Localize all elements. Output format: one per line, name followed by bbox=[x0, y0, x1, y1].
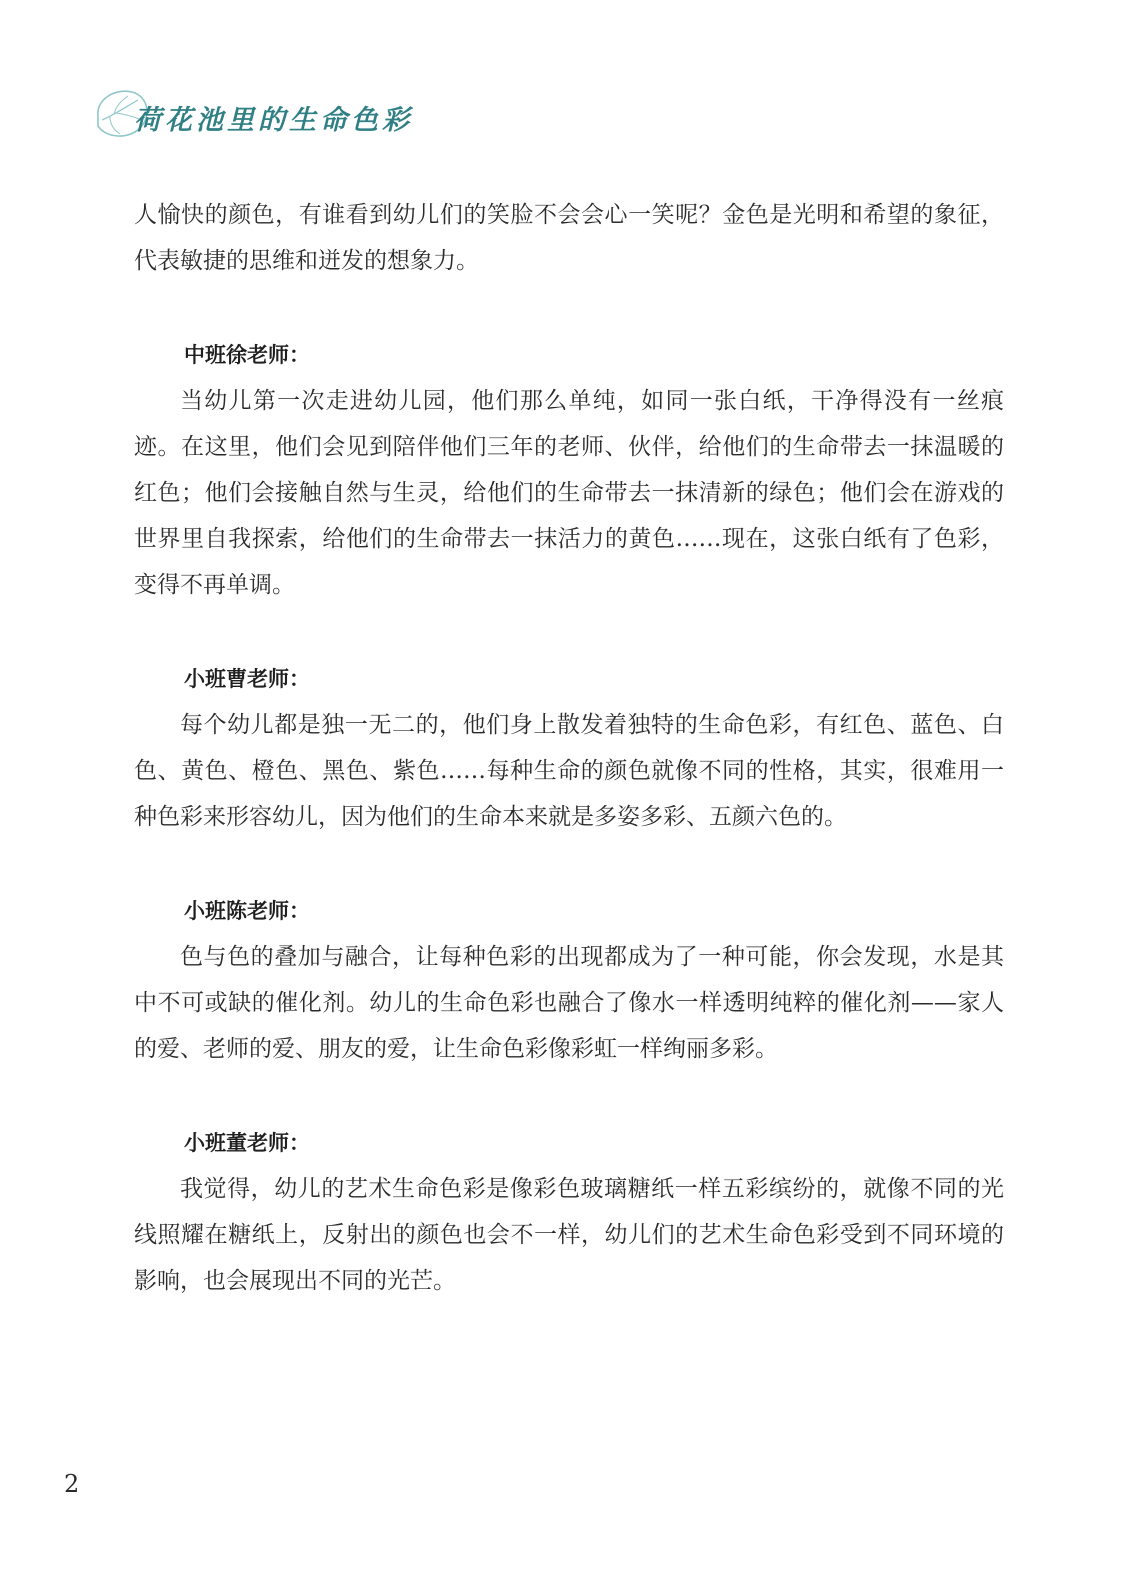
section-paragraph: 每个幼儿都是独一无二的，他们身上散发着独特的生命色彩，有红色、蓝色、白色、黄色、橙色、黑色、紫色……每种生命的颜色就像不同的性格，其实，很难用一种色彩来形容幼儿，因为他们的生命本来就是多姿多彩、五颜六色的。 bbox=[134, 712, 1004, 830]
speaker-label: 小班曹老师： bbox=[184, 667, 310, 691]
section-paragraph: 我觉得，幼儿的艺术生命色彩是像彩色玻璃糖纸一样五彩缤纷的，就像不同的光线照耀在糖纸上，反射出的颜色也会不一样，幼儿们的艺术生命色彩受到不同环境的影响，也会展现出不同的光芒。 bbox=[134, 1176, 1004, 1294]
section-chen bbox=[134, 888, 1004, 1072]
section-xu bbox=[134, 332, 1004, 608]
running-header bbox=[92, 86, 492, 146]
speaker-label: 小班董老师： bbox=[184, 1131, 310, 1155]
intro-continuation-paragraph: 人愉快的颜色，有谁看到幼儿们的笑脸不会会心一笑呢？金色是光明和希望的象征，代表敏捷的思维和迸发的想象力。 bbox=[134, 202, 1004, 274]
section-paragraph: 当幼儿第一次走进幼儿园，他们那么单纯，如同一张白纸，干净得没有一丝痕迹。在这里，他们会见到陪伴他们三年的老师、伙伴，给他们的生命带去一抹温暖的红色；他们会接触自然与生灵，给他们的生命带去一抹清新的绿色；他们会在游戏的世界里自我探索，给他们的生命带去一抹活力的黄色……现在，这张白纸有了色彩，变得不再单调。 bbox=[134, 388, 1004, 598]
speaker-label: 中班徐老师： bbox=[184, 343, 310, 367]
page-body bbox=[134, 192, 1004, 1304]
speaker-label: 小班陈老师： bbox=[184, 899, 310, 923]
section-cao bbox=[134, 656, 1004, 840]
page-number: 2 bbox=[64, 1470, 80, 1498]
section-dong bbox=[134, 1120, 1004, 1304]
section-paragraph: 色与色的叠加与融合，让每种色彩的出现都成为了一种可能，你会发现，水是其中不可或缺的催化剂。幼儿的生命色彩也融合了像水一样透明纯粹的催化剂——家人的爱、老师的爱、朋友的爱，让生命色彩像彩虹一样绚丽多彩。 bbox=[134, 944, 1004, 1062]
header-title: 荷花池里的生命色彩 bbox=[134, 105, 413, 136]
